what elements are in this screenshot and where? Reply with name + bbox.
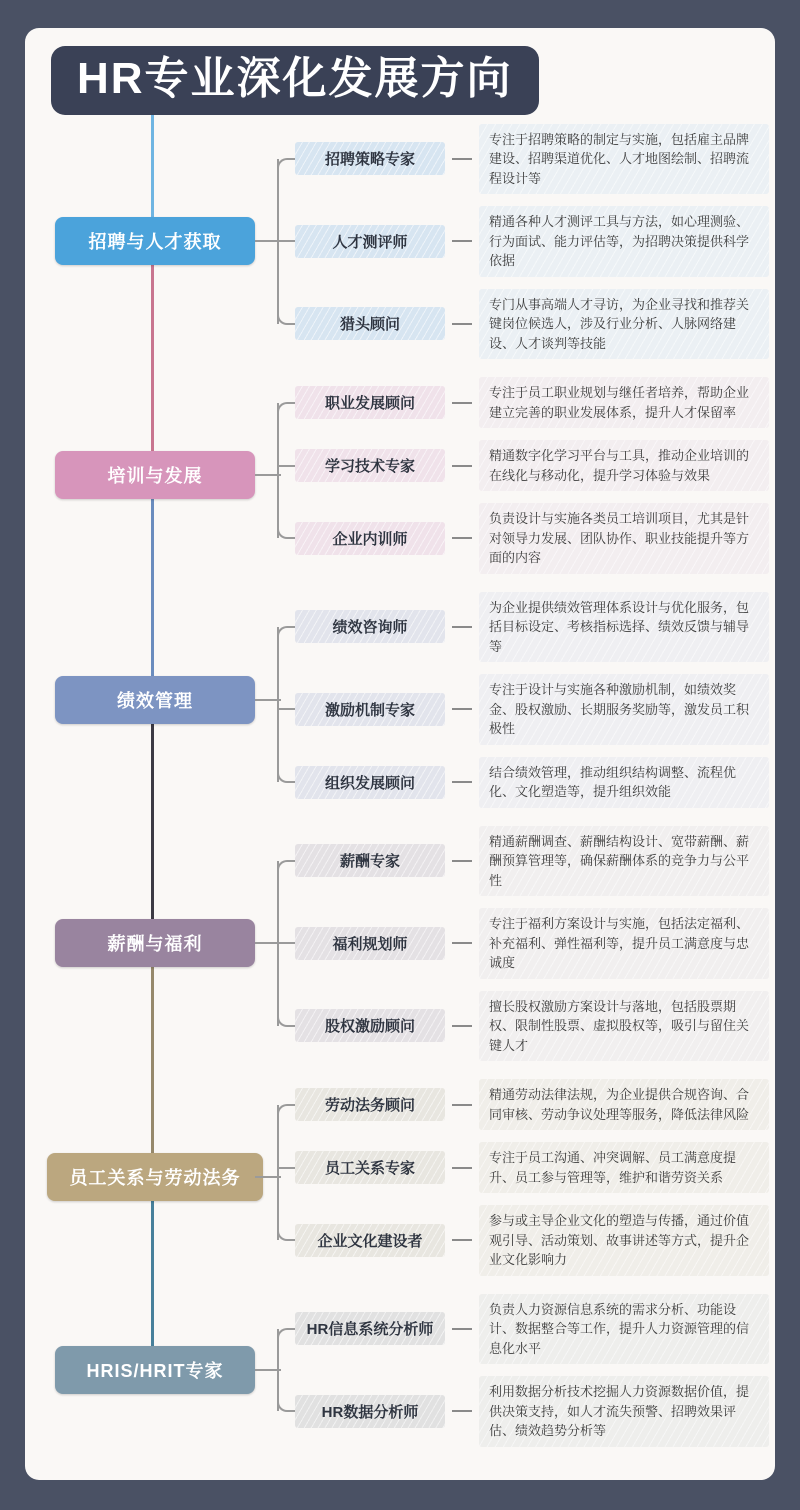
description-text: 负责人力资源信息系统的需求分析、功能设计、数据整合等工作，提升人力资源管理的信息化水平 [489,1301,750,1356]
description-text: 专门从事高端人才寻访，为企业寻找和推荐关键岗位候选人，涉及行业分析、人脉网络建设、人才谈判等技能 [489,296,750,351]
role-label: 员工关系专家 [324,1160,415,1178]
role-row [265,908,769,979]
dash-connector [452,323,472,325]
role-description [479,1294,769,1365]
role-description [479,1142,769,1193]
role-rows [265,377,769,574]
role-row [265,757,769,808]
description-text: 精通各种人才测评工具与方法，如心理测验、行为面试、能力评估等，为招聘决策提供科学依据 [489,214,750,269]
section-recruiting [25,115,775,369]
dash-connector [452,240,472,242]
role-label: 股权激励顾问 [324,1018,415,1036]
role-label: 绩效咨询师 [332,619,408,637]
dash-connector [452,781,472,783]
role-row [265,503,769,574]
branch-connector [265,1142,295,1193]
dash-connector [452,1104,472,1106]
role-box [295,1312,445,1345]
branch-connector [265,289,295,360]
dash-connector [452,537,472,539]
role-row [265,826,769,897]
dash-connector [452,1025,472,1027]
role-label: 人才测评师 [332,233,408,251]
role-description [479,206,769,277]
dash-connector [452,626,472,628]
section-training [25,368,775,583]
description-text: 专注于员工职业规划与继任者培养，帮助企业建立完善的职业发展体系，提升人才保留率 [489,385,750,420]
role-rows [265,1079,769,1276]
category-box-compensation [55,919,255,967]
branch-connector [265,826,295,897]
description-text: 结合绩效管理，推动组织结构调整、流程优化、文化塑造等，提升组织效能 [489,764,737,800]
branch-connector [265,991,295,1062]
description-text: 利用数据分析技术挖掘人力资源数据价值，提供决策支持，如人才流失预警、招聘效果评估、绩效趋势分析等 [489,1384,750,1439]
section-employee-relations [25,1070,775,1285]
role-rows [265,826,769,1062]
category-cell [55,826,265,1062]
connector-stub [255,240,281,242]
role-box [295,766,445,799]
role-row [265,1376,769,1447]
role-row [265,1142,769,1193]
role-row [265,991,769,1062]
role-row [265,674,769,745]
category-label: 绩效管理 [117,690,193,711]
role-box [295,1151,445,1184]
role-row [265,289,769,360]
description-text: 专注于设计与实施各种激励机制，如绩效奖金、股权激励、长期服务奖励等，激发员工积极性 [489,682,750,737]
role-description [479,124,769,195]
role-box [295,386,445,419]
category-cell [55,592,265,808]
dash-connector [452,942,472,944]
role-row [265,592,769,663]
dash-connector [452,158,472,160]
description-text: 专注于招聘策略的制定与实施，包括雇主品牌建设、招聘渠道优化、人才地图绘制、招聘流程设计等 [489,131,750,186]
category-label: HRIS/HRIT专家 [86,1361,224,1382]
branch-connector [265,1376,295,1447]
role-box [295,927,445,960]
role-description [479,908,769,979]
page-title-text: HR专业深化发展方向 [77,54,513,103]
role-rows [265,124,769,360]
category-box-performance [55,676,255,724]
branch-connector [265,440,295,491]
role-label: 福利规划师 [332,935,408,953]
role-description [479,826,769,897]
mindmap [25,115,775,1456]
role-label: HR信息系统分析师 [306,1321,434,1339]
dash-connector [452,402,472,404]
connector-stub [255,942,281,944]
role-row [265,124,769,195]
role-description [479,377,769,428]
dash-connector [452,1167,472,1169]
section-performance [25,583,775,817]
role-box [295,1009,445,1042]
role-label: 薪酬专家 [339,853,400,871]
description-text: 精通数字化学习平台与工具，推动企业培训的在线化与移动化，提升学习体验与效果 [489,448,750,483]
role-description [479,503,769,574]
role-row [265,1205,769,1276]
category-box-recruiting [55,217,255,265]
category-cell [55,124,265,360]
connector-stub [255,474,281,476]
category-cell [55,1079,265,1276]
category-cell [55,1294,265,1447]
role-row [265,206,769,277]
role-label: 招聘策略专家 [324,151,415,169]
poster-canvas [25,28,775,1480]
description-text: 精通薪酬调查、薪酬结构设计、宽带薪酬、薪酬预算管理等，确保薪酬体系的竞争力与公平性 [489,833,750,888]
role-box [295,225,445,258]
category-label: 薪酬与福利 [107,934,203,955]
dash-connector [452,860,472,862]
role-rows [265,592,769,808]
role-description [479,674,769,745]
role-label: 猎头顾问 [339,316,400,334]
role-box [295,1088,445,1121]
branch-connector [265,674,295,745]
description-text: 负责设计与实施各类员工培训项目，尤其是针对领导力发展、团队协作、职业技能提升等方面的内容 [489,511,750,566]
role-description [479,289,769,360]
branch-connector [265,377,295,428]
category-label: 招聘与人才获取 [88,232,222,253]
category-cell [55,377,265,574]
description-text: 专注于员工沟通、冲突调解、员工满意度提升、员工参与管理等，维护和谐劳资关系 [489,1150,737,1185]
role-description [479,592,769,663]
branch-connector [265,592,295,663]
description-text: 专注于福利方案设计与实施，包括法定福利、补充福利、弹性福利等，提升员工满意度与忠诚度 [489,916,750,971]
role-box [295,610,445,643]
role-description [479,1205,769,1276]
connector-stub [255,1176,281,1178]
role-rows [265,1294,769,1447]
description-text: 参与或主导企业文化的塑造与传播，通过价值观引导、活动策划、故事讲述等方式，提升企业文化影响力 [489,1213,750,1268]
branch-connector [265,1205,295,1276]
description-text: 精通劳动法律法规，为企业提供合规咨询、合同审核、劳动争议处理等服务，降低法律风险 [489,1087,750,1122]
role-description [479,757,769,808]
role-label: 企业内训师 [332,530,408,548]
role-row [265,1079,769,1130]
branch-connector [265,757,295,808]
role-box [295,307,445,340]
role-box [295,1224,445,1257]
role-box [295,522,445,555]
dash-connector [452,1410,472,1412]
dash-connector [452,1328,472,1330]
dash-connector [452,1239,472,1241]
role-description [479,440,769,491]
role-label: 企业文化建设者 [317,1232,423,1250]
role-description [479,1376,769,1447]
role-label: 组织发展顾问 [324,774,415,792]
role-row [265,440,769,491]
role-row [265,377,769,428]
connector-stub [255,1369,281,1371]
role-label: 学习技术专家 [324,458,415,476]
branch-connector [265,1079,295,1130]
role-box [295,693,445,726]
role-box [295,1395,445,1428]
category-box-employee-relations [47,1153,263,1201]
section-compensation [25,817,775,1071]
role-label: HR数据分析师 [321,1403,419,1421]
branch-connector [265,503,295,574]
description-text: 为企业提供绩效管理体系设计与优化服务，包括目标设定、考核指标选择、绩效反馈与辅导等 [489,599,750,654]
role-description [479,991,769,1062]
dash-connector [452,708,472,710]
role-label: 职业发展顾问 [324,395,415,413]
category-box-hris [55,1346,255,1394]
category-box-training [55,451,255,499]
category-label: 员工关系与劳动法务 [69,1168,241,1189]
role-description [479,1079,769,1130]
role-label: 激励机制专家 [324,701,415,719]
role-label: 劳动法务顾问 [324,1097,415,1115]
branch-connector [265,1294,295,1365]
role-row [265,1294,769,1365]
category-label: 培训与发展 [107,466,203,487]
description-text: 擅长股权激励方案设计与落地，包括股票期权、限制性股票、虚拟股权等，吸引与留住关键人才 [489,998,750,1053]
branch-connector [265,124,295,195]
role-box [295,449,445,482]
section-hris [25,1285,775,1456]
dash-connector [452,465,472,467]
page-title [51,46,539,115]
role-box [295,142,445,175]
role-box [295,844,445,877]
connector-stub [255,699,281,701]
